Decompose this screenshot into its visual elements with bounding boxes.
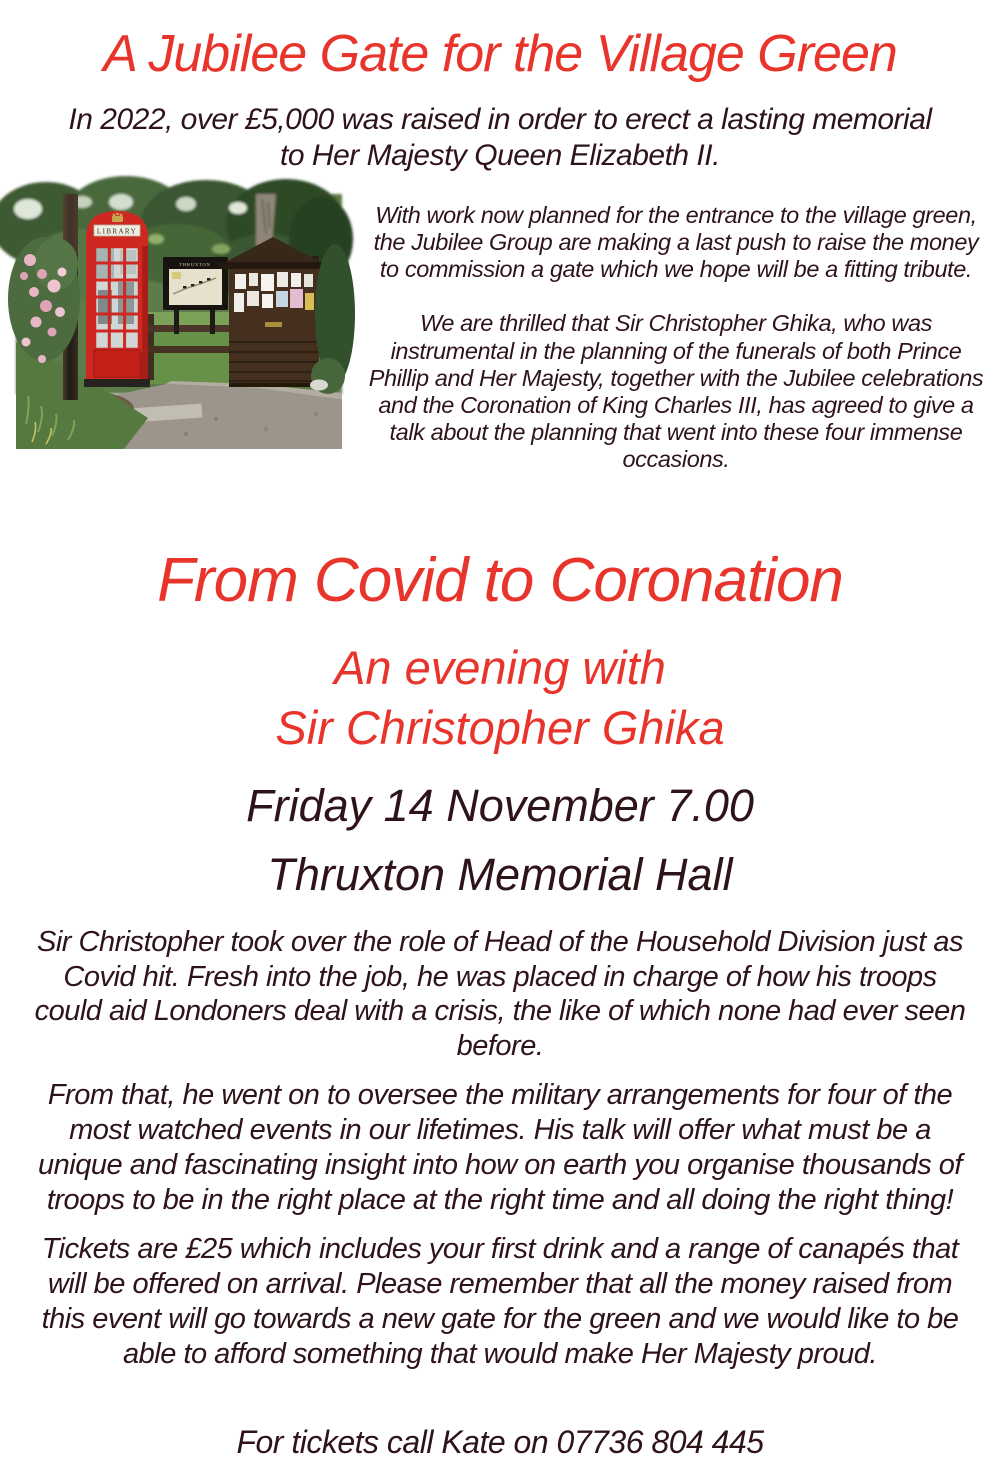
phone-box-library xyxy=(84,211,150,387)
intro-paragraph: In 2022, over £5,000 was raised in order to erect a lasting memorial to Her Majesty Queen Elizabeth II. xyxy=(68,103,932,172)
page-title: A Jubilee Gate for the Village Green xyxy=(103,25,897,83)
body-paragraph-1: Sir Christopher took over the role of Head of the Household Division just as Covid hit. Fresh into the job, he was placed in charge of how his troops could aid Londoners deal with a crisis, the like of which none had ever seen before. xyxy=(34,925,966,1063)
library-sign: LIBRARY xyxy=(96,227,138,236)
crown-emblem xyxy=(112,213,123,222)
event-date-time: Friday 14 November 7.00 xyxy=(246,779,754,831)
tickets-contact-line: For tickets call Kate on 07736 804 445 xyxy=(236,1423,764,1460)
phone-box-windows xyxy=(94,246,140,350)
event-subheading-line1: An evening with xyxy=(334,641,666,695)
event-description xyxy=(33,925,967,1372)
noticeboard-shelter xyxy=(218,237,328,387)
body-paragraph-2: From that, he went on to oversee the military arrangements for four of the most watched events in our lifetimes. His talk will offer what must be a unique and fascinating insight into how on earth you organise thousands of troops to be in the right place at the right time and all doing the right thing! xyxy=(38,1079,962,1217)
photo-and-text-row xyxy=(0,194,1000,473)
event-heading: From Covid to Coronation xyxy=(157,546,843,616)
map-board-title: THRUXTON xyxy=(179,262,211,267)
village-green-photo xyxy=(16,194,342,449)
side-paragraph-1: With work now planned for the entrance to the village green, the Jubilee Group are making a last push to raise the money to commission a gate which we hope will be a fitting tribute. xyxy=(373,202,979,283)
body-paragraph-3: Tickets are £25 which includes your first drink and a range of canapés that will be offered on arrival. Please remember that all the money raised from this event will go towards a new gate for the green and we would like to be able to afford something that would make Her Majesty proud. xyxy=(41,1233,959,1370)
event-subheading xyxy=(0,638,1000,758)
side-paragraph-2: We are thrilled that Sir Christopher Ghika, who was instrumental in the planning of the funerals of both Prince Phillip and Her Majesty, together with the Jubilee celebrations and the Coronation of King Charles III, has agreed to give a talk about the planning that went into these four immense occasions. xyxy=(368,310,984,473)
event-venue: Thruxton Memorial Hall xyxy=(267,848,733,900)
event-subheading-line2: Sir Christopher Ghika xyxy=(275,701,725,755)
side-text-column xyxy=(342,194,1000,473)
flyer-page xyxy=(0,24,1000,1460)
